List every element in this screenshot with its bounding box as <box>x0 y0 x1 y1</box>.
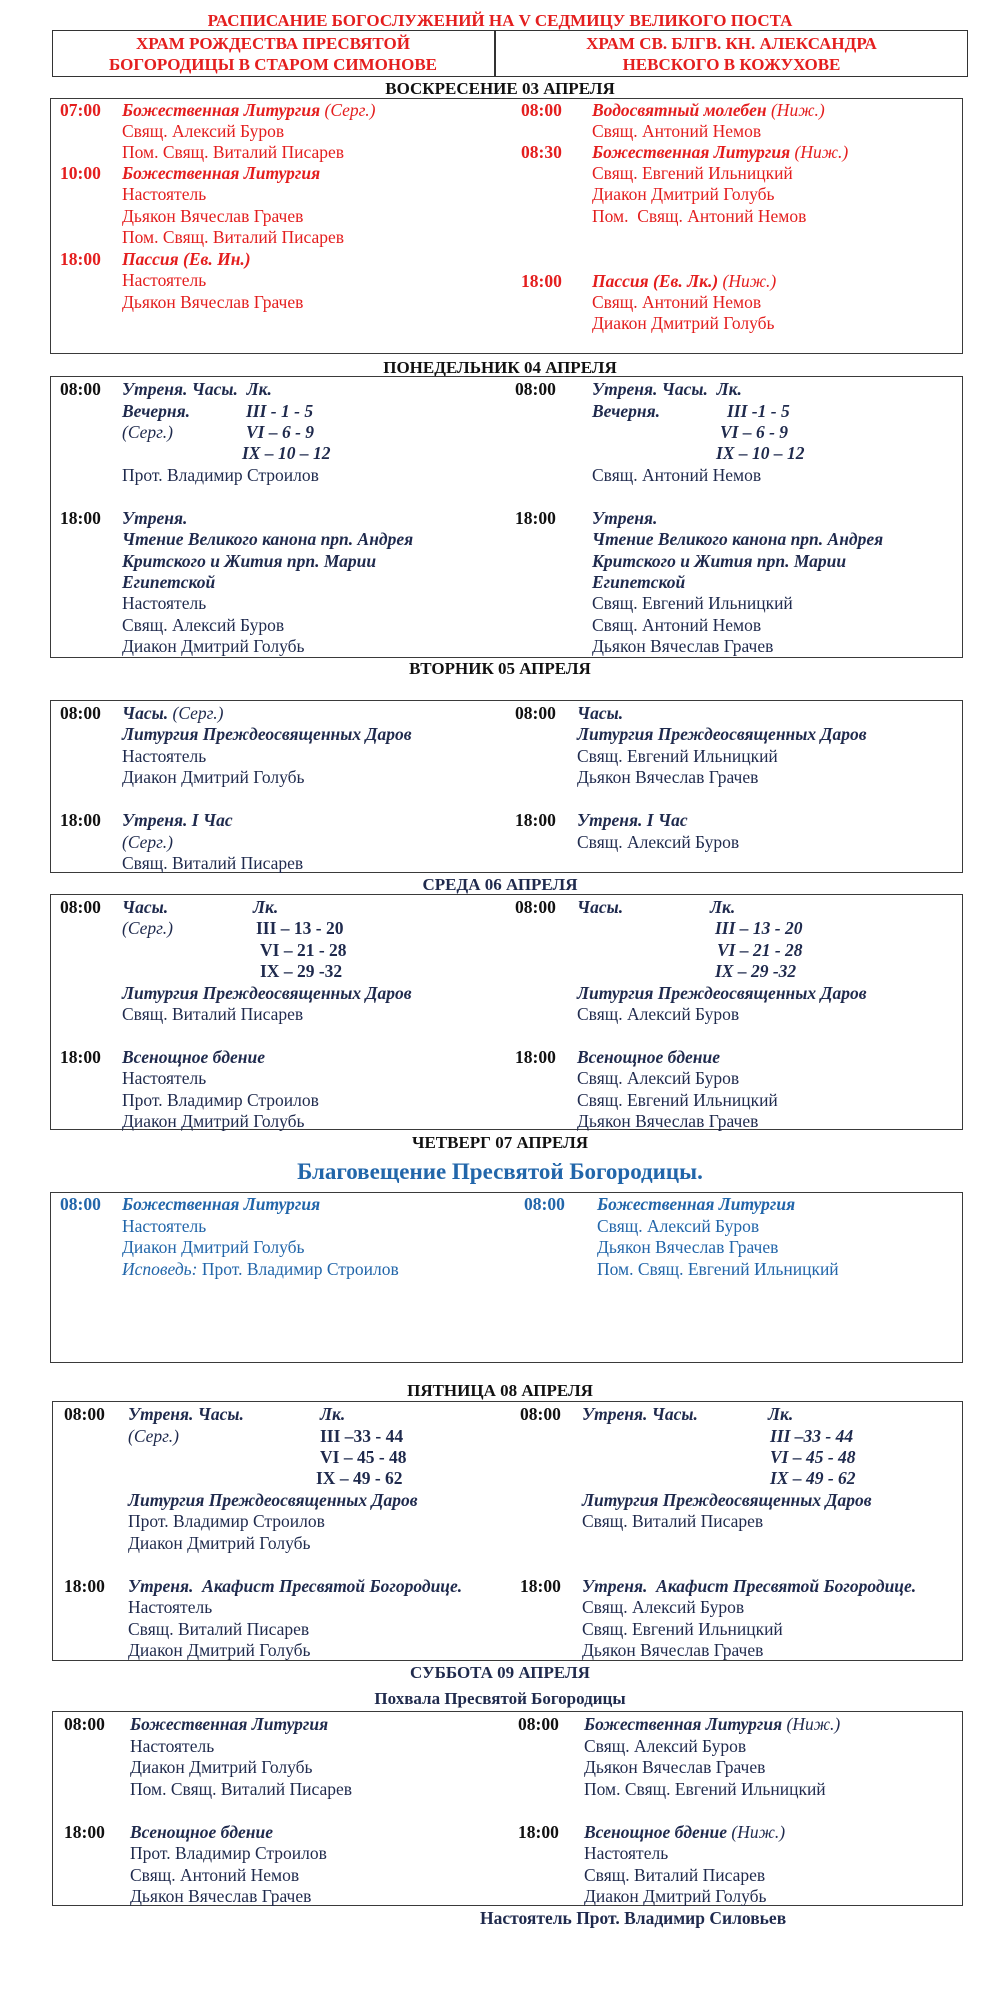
day-heading-friday: ПЯТНИЦА 08 АПРЕЛЯ <box>407 1381 593 1400</box>
day-heading-saturday: СУББОТА 09 АПРЕЛЯ <box>410 1663 590 1682</box>
day-heading-tuesday: ВТОРНИК 05 АПРЕЛЯ <box>409 659 591 678</box>
day-heading-thursday: ЧЕТВЕРГ 07 АПРЕЛЯ <box>411 1133 589 1152</box>
day-heading-monday: ПОНЕДЕЛЬНИК 04 АПРЕЛЯ <box>383 358 617 377</box>
footer-signature: Настоятель Прот. Владимир Силовьев <box>480 1908 787 1928</box>
church-left-line1: ХРАМ РОЖДЕСТВА ПРЕСВЯТОЙ <box>136 34 410 53</box>
day-heading-sunday: ВОСКРЕСЕНИЕ 03 АПРЕЛЯ <box>385 79 615 98</box>
church-right-line1: ХРАМ СВ. БЛГВ. КН. АЛЕКСАНДРА <box>586 34 877 53</box>
feast-thursday: Благовещение Пресвятой Богородицы. <box>297 1159 703 1184</box>
church-left-line2: БОГОРОДИЦЫ В СТАРОМ СИМОНОВЕ <box>108 55 438 74</box>
schedule-title: РАСПИСАНИЕ БОГОСЛУЖЕНИЙ НА V СЕДМИЦУ ВЕЛИКОГО ПОСТА <box>207 11 793 30</box>
feast-saturday: Похвала Пресвятой Богородицы <box>374 1689 626 1708</box>
day-heading-wednesday: СРЕДА 06 АПРЕЛЯ <box>422 875 578 894</box>
church-right-line2: НЕВСКОГО В КОЖУХОВЕ <box>622 55 841 74</box>
